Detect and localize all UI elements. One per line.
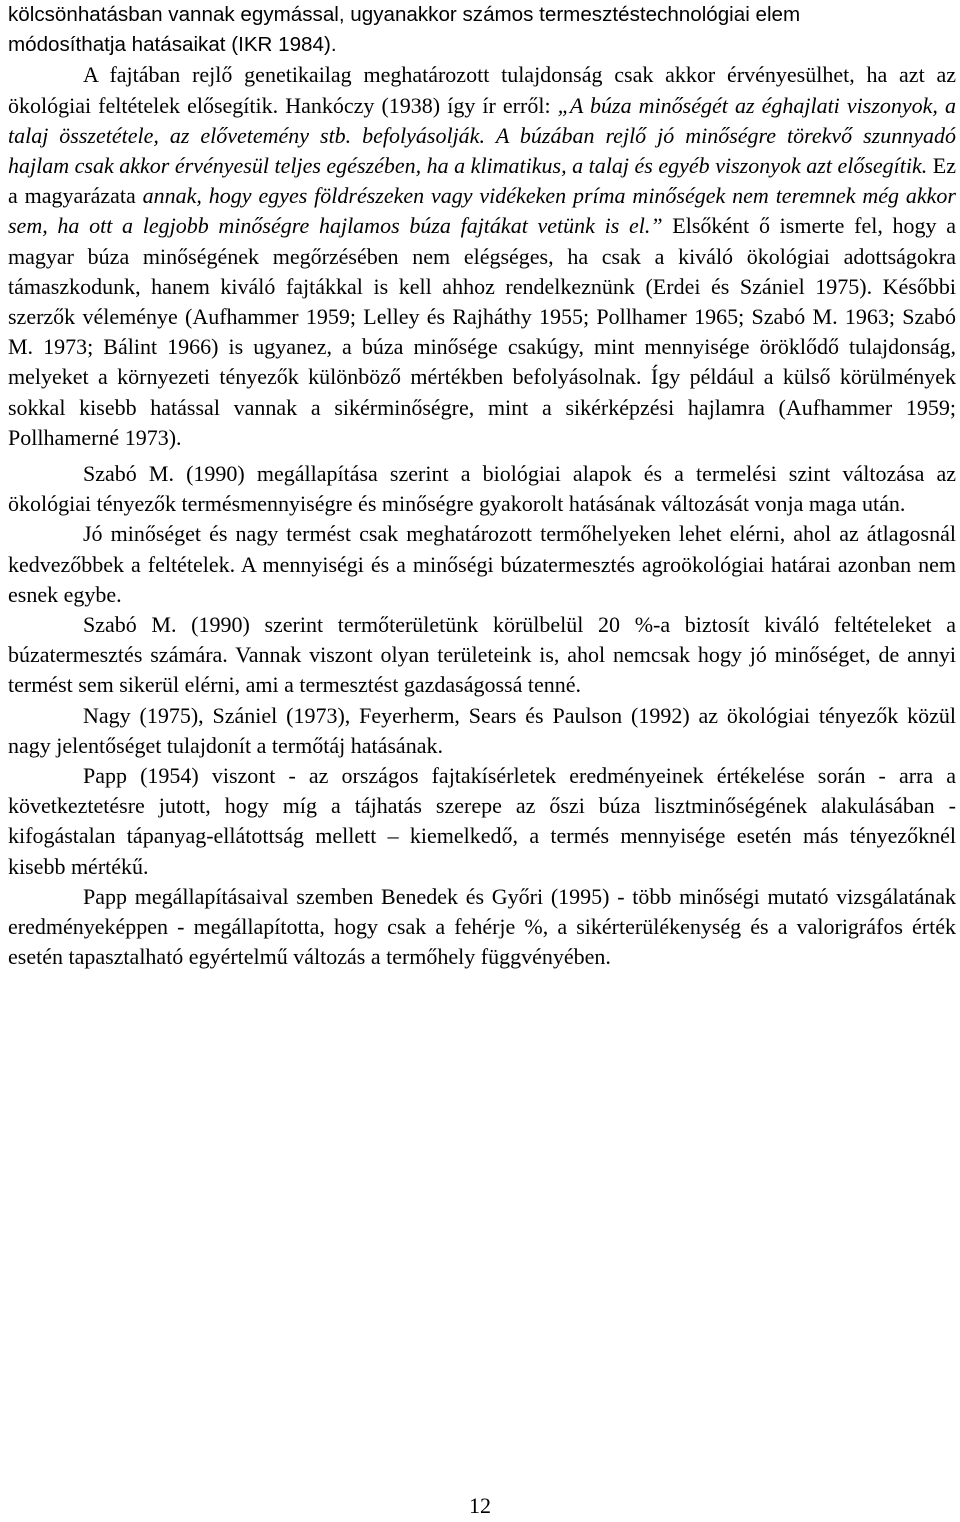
paragraph-genetics	[8, 60, 956, 453]
italic-quote: „A búza minőségét az éghajlati viszonyok, a talaj összetétele, az elővetemény stb. befolyásolják.	[8, 92, 956, 148]
text-run: Elsőként ő ismerte fel, hogy a magyar búza minőségének megőrzésében nem elégséges, ha csak a kiváló ökológiai adottságokra támaszkodunk, hanem kiváló fajtákkal is kell ahhoz rendelkeznünk (Erdei és Szániel 1975). Későbbi szerzők véleménye (Aufhammer 1959; Lelley és Rajháthy 1955; Pollhamer 1965; Szabó M. 1963; Szabó M. 1973; Bálint 1966) is ugyanez, a búza minősége csakúgy, mint mennyisége öröklődő tulajdonság, melyeket a környezeti tényezők különböző mértékben befolyásolnak. Így például a külső körülmények sokkal kisebb hatással vannak a sikérminőségre, mint a sikérképzési hajlamra (Aufhammer 1959; Pollhamerné 1973).	[8, 213, 956, 450]
paragraph-line: kölcsönhatásban vannak egymással, ugyanakkor számos termesztéstechnológiai elem	[8, 3, 801, 26]
document-page	[8, 0, 956, 973]
paragraph-quality-yield: Jó minőséget és nagy termést csak meghatározott termőhelyeken lehet elérni, ahol az átlagosnál kedvezőbbek a feltételek. A mennyiségi és a minőségi búzatermesztés agroökológiai határai azonban nem esnek egybe.	[8, 521, 956, 607]
paragraph-production-area: Szabó M. (1990) szerint termőterületünk körülbelül 20 %-a biztosít kiváló feltételeket a búzatermesztés számára. Vannak viszont olyan területeink is, ahol nemcsak hogy jó minőséget, de annyi termést sem sikerül elérni, ami a termesztést gazdaságossá tenné.	[8, 612, 956, 698]
paragraph-ecological-factors: Nagy (1975), Szániel (1973), Feyerherm, Sears és Paulson (1992) az ökológiai tényezők közül nagy jelentőséget tulajdonít a termőtáj hatásának.	[8, 702, 956, 758]
paragraph-line: módosíthatja hatásaikat (IKR 1984).	[8, 33, 337, 57]
text-run: A fajtában rejlő genetikailag meghatározott tulajdonság csak akkor érvényesülhet, ha azt az ökológiai feltételek elősegítik. Hankóczy (1938) így ír erről:	[8, 62, 956, 118]
text-run	[485, 123, 496, 148]
paragraph-szabo-1990: Szabó M. (1990) megállapítása szerint a biológiai alapok és a termelési szint változása az ökológiai tényezők termésmennyiségre és minőségre gyakorolt hatásának változását vonja maga után.	[8, 461, 956, 517]
page-number: 12	[469, 1493, 491, 1518]
paragraph-benedek-gyori: Papp megállapításaival szemben Benedek és Győri (1995) - több minőségi mutató vizsgálatának eredményeképpen - megállapította, hogy csak a fehérje %, a sikérterülékenység és a valorigráfos érték esetén tapasztalható egyértelmű változás a termőhely függvényében.	[8, 883, 956, 970]
italic-quote: A búzában rejlő jó minőségre törekvő szunnyadó hajlam csak akkor érvényesül teljes egészében, ha a klimatikus, a talaj és egyéb viszonyok azt elősegítik.	[8, 122, 956, 179]
paragraph-papp-1954: Papp (1954) viszont - az országos fajtakísérletek eredményeinek értékelése során - arra a következtetésre jutott, hogy míg a tájhatás szerepe az őszi búza lisztminőségének alakulásában - kifogástalan tápanyag-ellátottság mellett – kiemelkedő, a termés mennyisége esetén más tényezőknél kisebb mértékű.	[8, 763, 956, 879]
italic-quote: annak, hogy egyes földrészeken vagy vidékeken príma minőségek nem teremnek még akkor sem, ha ott a legjobb minőségre hajlamos búza fajtákat vetünk is el.”	[8, 183, 956, 239]
text-run: Ez a magyarázata	[8, 153, 956, 209]
paragraph-continuation	[8, 0, 956, 60]
